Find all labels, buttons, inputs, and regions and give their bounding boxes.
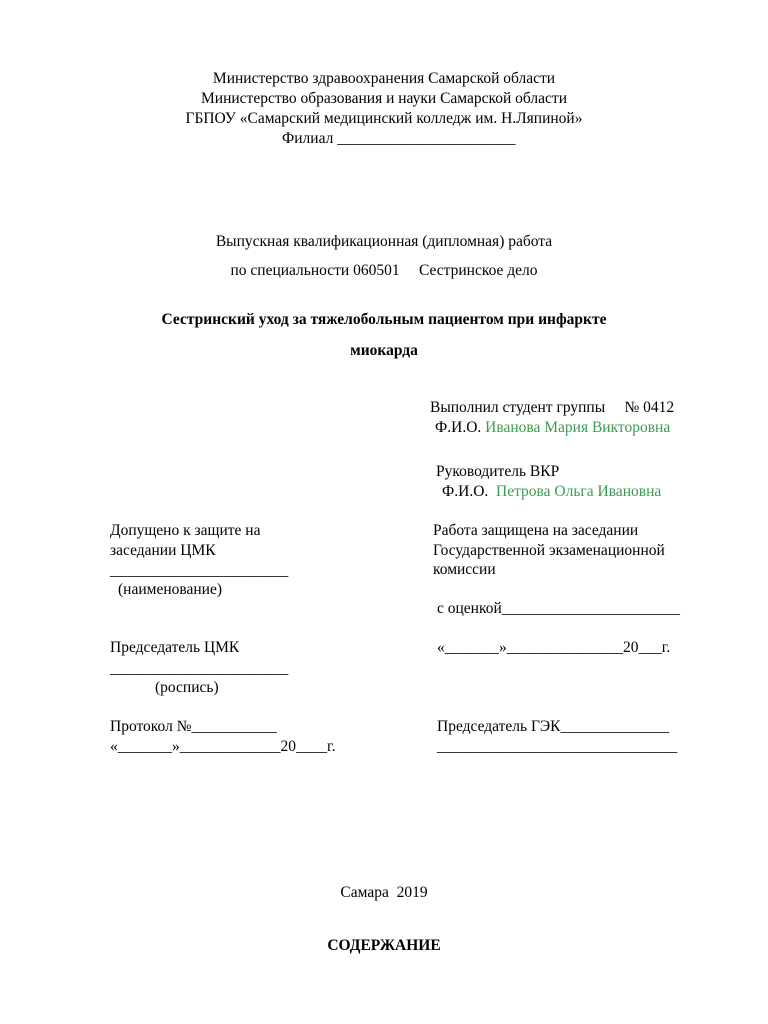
protocol-line: Протокол №___________ [110, 718, 277, 735]
ministry-health-line: Министерство здравоохранения Самарской области [212, 70, 556, 87]
defended-line1: Работа защищена на заседании [433, 522, 639, 539]
branch-line: Филиал _______________________ [282, 130, 516, 147]
admitted-line1: Допущено к защите на [110, 522, 261, 539]
student-fio [435, 418, 670, 437]
defended-line3: комиссии [433, 561, 496, 578]
gek-signature-line: _______________________________ [437, 738, 678, 755]
admitted-line2: заседании ЦМК [110, 542, 216, 559]
student-fio-value: Иванова Мария Викторовна [485, 419, 671, 436]
cmk-chair-label: Председатель ЦМК [110, 639, 240, 656]
specialty-line: по специальности 060501 Сестринское дело [230, 262, 538, 279]
student-fio-label: Ф.И.О. [435, 419, 486, 436]
thesis-title-line2: миокарда [350, 342, 418, 359]
college-name-line: ГБПОУ «Самарский медицинский колледж им. Н.Ляпиной» [185, 110, 583, 127]
signature-hint: (роспись) [155, 679, 219, 696]
supervisor-fio [442, 482, 661, 501]
protocol-date-line: «_______»_____________20____г. [110, 738, 336, 755]
city-year: Самара 2019 [340, 884, 428, 901]
student-group: Выполнил студент группы № 0412 [430, 399, 675, 416]
supervisor-label: Руководитель ВКР [436, 463, 560, 480]
defense-date-line: «_______»_______________20___г. [437, 639, 671, 656]
cmk-name-blank: _______________________ [110, 562, 289, 579]
work-type: Выпускная квалификационная (дипломная) работа [215, 233, 553, 250]
ministry-education-line: Министерство образования и науки Самарской области [201, 90, 567, 107]
contents-heading: СОДЕРЖАНИЕ [327, 937, 441, 954]
cmk-name-hint: (наименование) [118, 581, 222, 598]
supervisor-fio-label: Ф.И.О. [442, 483, 497, 500]
defended-line2: Государственной экзаменационной [433, 542, 665, 559]
cmk-chair-signature-blank: _______________________ [110, 660, 289, 677]
supervisor-fio-value: Петрова Ольга Ивановна [496, 483, 662, 500]
grade-line: с оценкой_______________________ [437, 600, 681, 617]
gek-chair-line: Председатель ГЭК______________ [437, 718, 669, 735]
thesis-title-line1: Сестринский уход за тяжелобольным пациентом при инфаркте [161, 311, 607, 328]
